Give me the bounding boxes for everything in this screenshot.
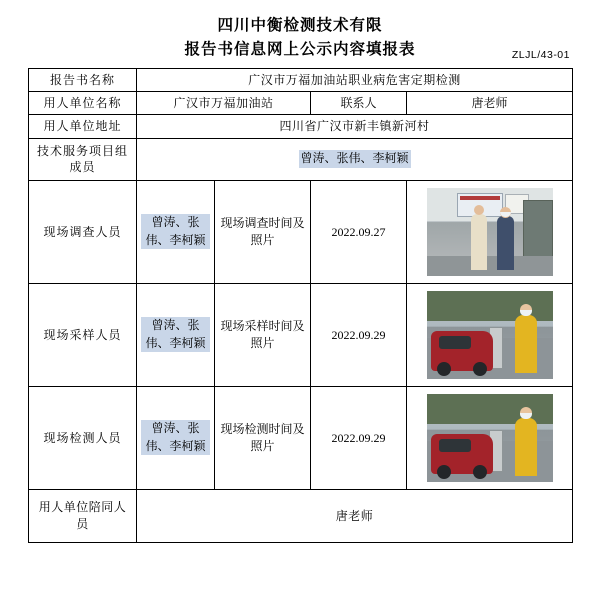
photo-red-car (431, 434, 493, 474)
table-row-accompany-staff (29, 489, 573, 542)
value-site-sampling-date: 2022.09.29 (311, 283, 407, 386)
site-detection-photo-cell (407, 386, 573, 489)
label-site-detection-staff: 现场检测人员 (29, 386, 137, 489)
photo-face-mask (520, 413, 532, 419)
photo-car-wheel (437, 362, 451, 376)
photo-person-right (497, 216, 514, 270)
label-site-detection-time: 现场检测时间及照片 (215, 386, 311, 489)
photo-door (523, 200, 553, 260)
page-title-line-2: 报告书信息网上公示内容填报表 (184, 41, 416, 59)
detection-photo (427, 394, 553, 482)
value-team-members-cell (137, 138, 573, 180)
site-survey-photo-cell (407, 180, 573, 283)
value-site-survey-staff: 曾涛、张伟、李柯颖 (141, 214, 210, 249)
label-site-survey-staff: 现场调查人员 (29, 180, 137, 283)
table-row-site-detection (29, 386, 573, 489)
photo-person-head (474, 205, 484, 215)
photo-car-wheel (437, 465, 451, 479)
label-contact-person: 联系人 (311, 92, 407, 115)
value-site-sampling-staff-cell (137, 283, 215, 386)
value-site-detection-staff-cell (137, 386, 215, 489)
site-sampling-photo-cell (407, 283, 573, 386)
photo-attendant (515, 418, 537, 476)
photo-face-mask (520, 310, 532, 316)
label-site-sampling-staff: 现场采样人员 (29, 283, 137, 386)
photo-car-wheel (473, 465, 487, 479)
photo-person-left (471, 214, 487, 270)
label-team-members: 技术服务项目组成员 (29, 138, 137, 180)
value-site-sampling-staff: 曾涛、张伟、李柯颖 (141, 317, 210, 352)
value-employer-name: 广汉市万福加油站 (137, 92, 311, 115)
table-row-employer-address (29, 115, 573, 138)
value-contact-person: 唐老师 (407, 92, 573, 115)
label-site-survey-time: 现场调查时间及照片 (215, 180, 311, 283)
label-employer-address: 用人单位地址 (29, 115, 137, 138)
document-title-block (28, 14, 572, 62)
value-site-detection-date: 2022.09.29 (311, 386, 407, 489)
value-report-name: 广汉市万福加油站职业病危害定期检测 (137, 69, 573, 92)
table-row-employer-name (29, 92, 573, 115)
survey-photo (427, 188, 553, 276)
photo-car-window (439, 439, 471, 452)
label-site-sampling-time: 现场采样时间及照片 (215, 283, 311, 386)
photo-red-car (431, 331, 493, 371)
value-site-survey-date: 2022.09.27 (311, 180, 407, 283)
value-site-survey-staff-cell (137, 180, 215, 283)
photo-face-mask (500, 212, 511, 217)
value-team-members: 曾涛、张伟、李柯颖 (299, 150, 411, 167)
photo-car-window (439, 336, 471, 349)
value-employer-address: 四川省广汉市新丰镇新河村 (137, 115, 573, 138)
value-site-detection-staff: 曾涛、张伟、李柯颖 (141, 420, 210, 455)
document-code: ZLJL/43-01 (511, 49, 570, 62)
label-report-name: 报告书名称 (29, 69, 137, 92)
photo-attendant (515, 315, 537, 373)
label-accompany-staff: 用人单位陪同人员 (29, 489, 137, 542)
photo-car-wheel (473, 362, 487, 376)
photo-counter (427, 256, 553, 275)
table-row-site-survey (29, 180, 573, 283)
sampling-photo (427, 291, 553, 379)
report-info-table (28, 68, 573, 543)
page-title-line-1: 四川中衡检测技术有限 (217, 17, 383, 34)
value-accompany-staff: 唐老师 (137, 489, 573, 542)
table-row-site-sampling (29, 283, 573, 386)
table-row-report-name (29, 69, 573, 92)
label-employer-name: 用人单位名称 (29, 92, 137, 115)
table-row-team-members (29, 138, 573, 180)
